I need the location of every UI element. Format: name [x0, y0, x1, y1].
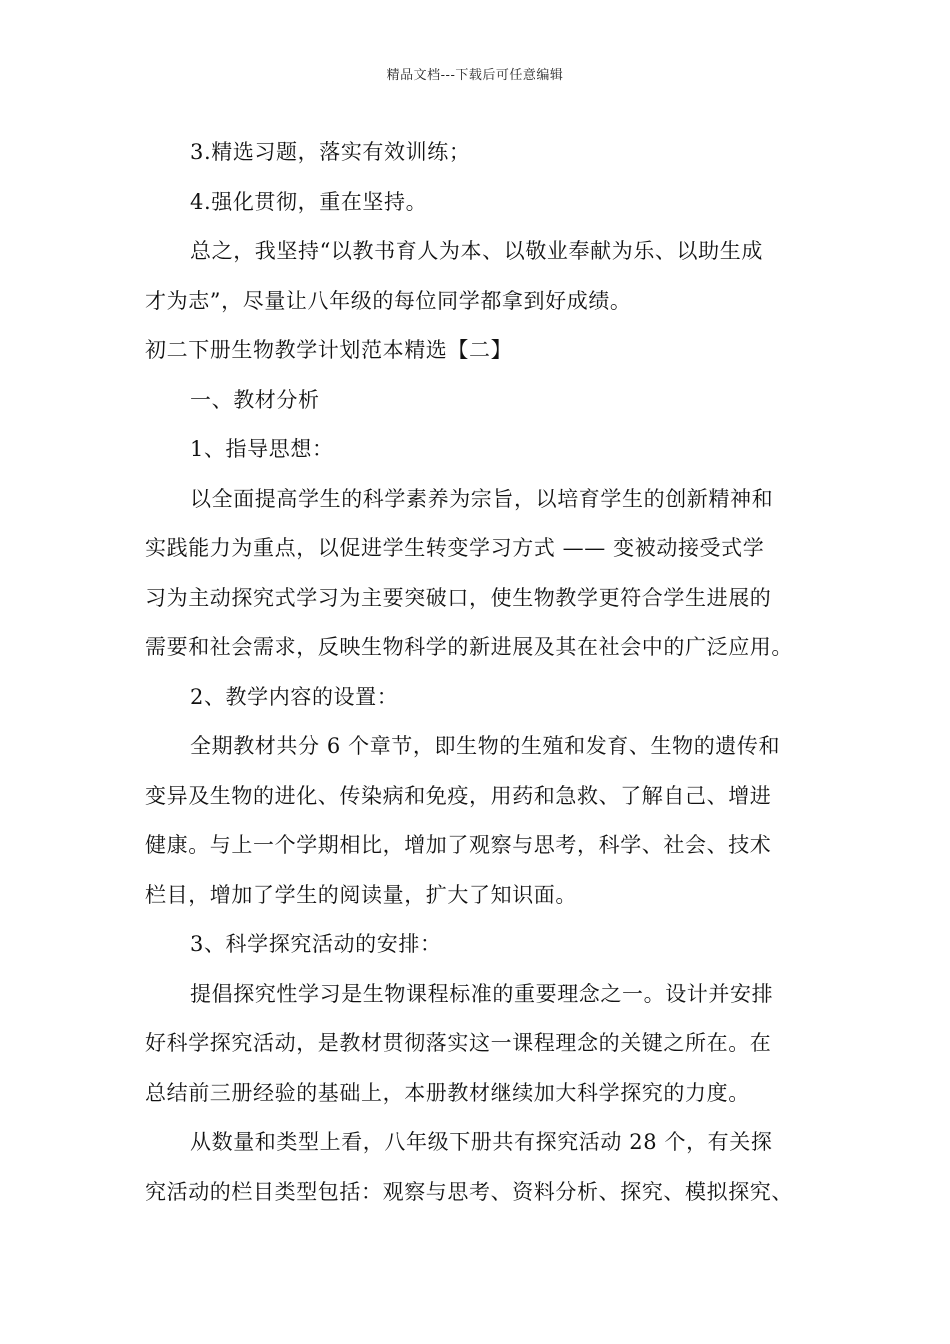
text-line: 2、教学内容的设置： — [190, 684, 399, 709]
text-line: 4.强化贯彻，重在坚持。 — [190, 189, 428, 214]
text-line: 以全面提高学生的科学素养为宗旨，以培育学生的创新精神和 — [190, 486, 774, 511]
text-line: 3.精选习题，落实有效训练； — [190, 140, 471, 164]
document-body — [145, 128, 820, 1217]
text-line: 全期教材共分 6 个章节，即生物的生殖和发育、生物的遗传和 — [190, 734, 781, 758]
text-line: 总之，我坚持“以教书育人为本、以敬业奉献为乐、以助生成 — [190, 239, 763, 263]
text-line: 1、指导思想： — [190, 437, 334, 461]
text-line: 总结前三册经验的基础上，本册教材继续加大科学探究的力度。 — [145, 1080, 750, 1105]
text-line: 习为主动探究式学习为主要突破口，使生物教学更符合学生进展的 — [145, 585, 772, 610]
text-line: 需要和社会需求，反映生物科学的新进展及其在社会中的广泛应用。 — [145, 635, 793, 659]
text-line: 提倡探究性学习是生物课程标准的重要理念之一。设计并安排 — [190, 981, 774, 1006]
text-line: 健康。与上一个学期相比，增加了观察与思考，科学、社会、技术 — [145, 833, 772, 857]
text-line: 好科学探究活动，是教材贯彻落实这一课程理念的关键之所在。在 — [145, 1031, 772, 1055]
text-line: 一、教材分析 — [190, 387, 320, 412]
text-line: 才为志”，尽量让八年级的每位同学都拿到好成绩。 — [145, 288, 632, 313]
text-line: 变异及生物的进化、传染病和免疫，用药和急救、了解自己、增进 — [145, 783, 772, 808]
text-line: 3、科学探究活动的安排： — [190, 932, 442, 956]
text-line: 实践能力为重点，以促进学生转变学习方式 —— 变被动接受式学 — [145, 536, 765, 560]
page-header: 精品文档---下载后可任意编辑 — [386, 68, 564, 83]
text-line: 从数量和类型上看，八年级下册共有探究活动 28 个，有关探 — [190, 1130, 773, 1154]
text-line: 栏目，增加了学生的阅读量，扩大了知识面。 — [145, 882, 577, 907]
text-line: 初二下册生物教学计划范本精选【二】 — [145, 338, 513, 362]
text-line: 究活动的栏目类型包括：观察与思考、资料分析、探究、模拟探究、 — [145, 1179, 793, 1204]
